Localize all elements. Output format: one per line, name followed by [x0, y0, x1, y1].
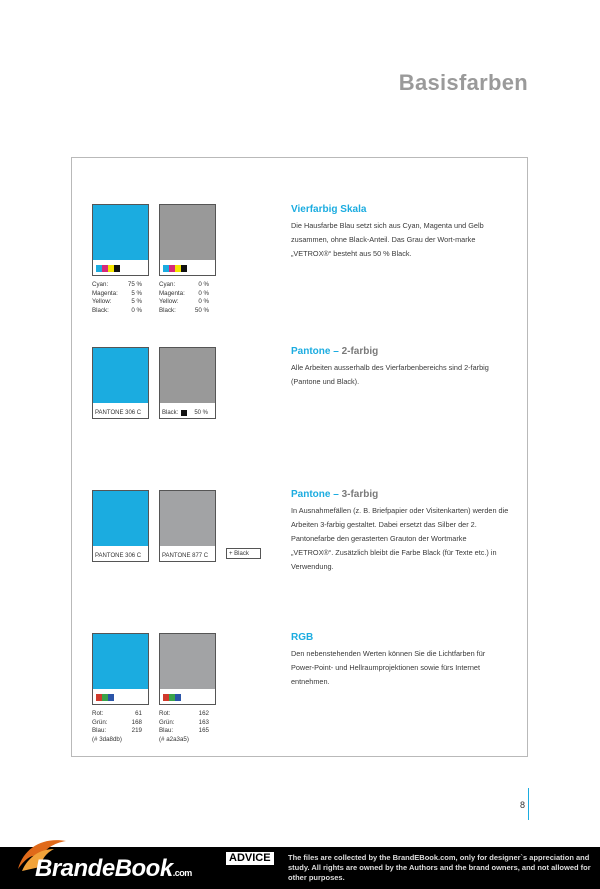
page-title: Basisfarben [398, 70, 528, 95]
rgb-grey-swatch [159, 633, 216, 705]
black-square-icon [181, 410, 187, 416]
rgb-bars [163, 694, 181, 701]
plus-black-chip: + Black [226, 548, 261, 559]
rgb-heading: RGB [291, 632, 314, 643]
pantone3-blue-swatch [92, 490, 149, 562]
swatch-label: PANTONE 306 C [95, 410, 142, 416]
pantone3-silver-swatch [159, 490, 216, 562]
pantone2-heading: Pantone – 2-farbig [291, 346, 379, 357]
cmyk-bars [163, 265, 187, 272]
cmyk-description: Die Hausfarbe Blau setzt sich aus Cyan, Magenta und Gelb zusammen, ohne Black-Anteil. Das Grau der Wort-marke „VETROX®“ besteht aus 50 % Black. [291, 221, 484, 258]
swatch-label: Black: 50 % [162, 410, 209, 416]
brandebook-logo[interactable]: BrandeBook.com [35, 855, 192, 882]
pantone2-description: Alle Arbeiten ausserhalb des Vierfarbenbereichs sind 2-farbig (Pantone und Black). [291, 363, 489, 386]
cmyk-grey-values: Cyan: 0 % Magenta: 0 % Yellow: 0 % Black: 50 % [159, 281, 209, 314]
page-number: 8 [520, 800, 526, 810]
swatch-label: PANTONE 877 C [162, 553, 209, 559]
copyright-notice: The files are collected by the BrandEBook.com, only for designer`s appreciation and study. All rights are owned by the Authors and the brand owners, and not allowed for other purposes. [288, 853, 591, 882]
rgb-blue-values: Rot: 61 Grün: 168 Blau: 219 (# 3da8db) [92, 710, 142, 743]
cmyk-bars [96, 265, 120, 272]
rgb-bars [96, 694, 114, 701]
swatch-label: PANTONE 306 C [95, 553, 142, 559]
rgb-description: Den nebenstehenden Werten können Sie die Lichtfarben für Power-Point- und Hellraumprojektionen sowie fürs Internet entnehmen. [291, 649, 486, 686]
pantone2-grey-swatch [159, 347, 216, 419]
pantone2-blue-swatch [92, 347, 149, 419]
cmyk-blue-values: Cyan: 75 % Magenta: 5 % Yellow: 5 % Black: 0 % [92, 281, 142, 314]
rgb-blue-swatch [92, 633, 149, 705]
pantone3-description: In Ausnahmefällen (z. B. Briefpapier oder Visitenkarten) werden die Arbeiten 3-farbig gestaltet. Dabei ersetzt das Silber der 2. Pantonefarbe den gerasterten Grauton der Wortmarke „VETROX®“. Zusätzlich bleibt die Farbe Black (für Texte etc.) in Verwendung. [291, 506, 509, 571]
advice-label: ADVICE [226, 852, 274, 865]
cmyk-blue-swatch [92, 204, 149, 276]
cmyk-grey-swatch [159, 204, 216, 276]
rgb-grey-values: Rot: 162 Grün: 163 Blau: 165 (# a2a3a5) [159, 710, 209, 743]
pantone3-heading: Pantone – 3-farbig [291, 489, 379, 500]
page-number-rule [528, 788, 529, 820]
cmyk-heading: Vierfarbig Skala [291, 204, 367, 215]
